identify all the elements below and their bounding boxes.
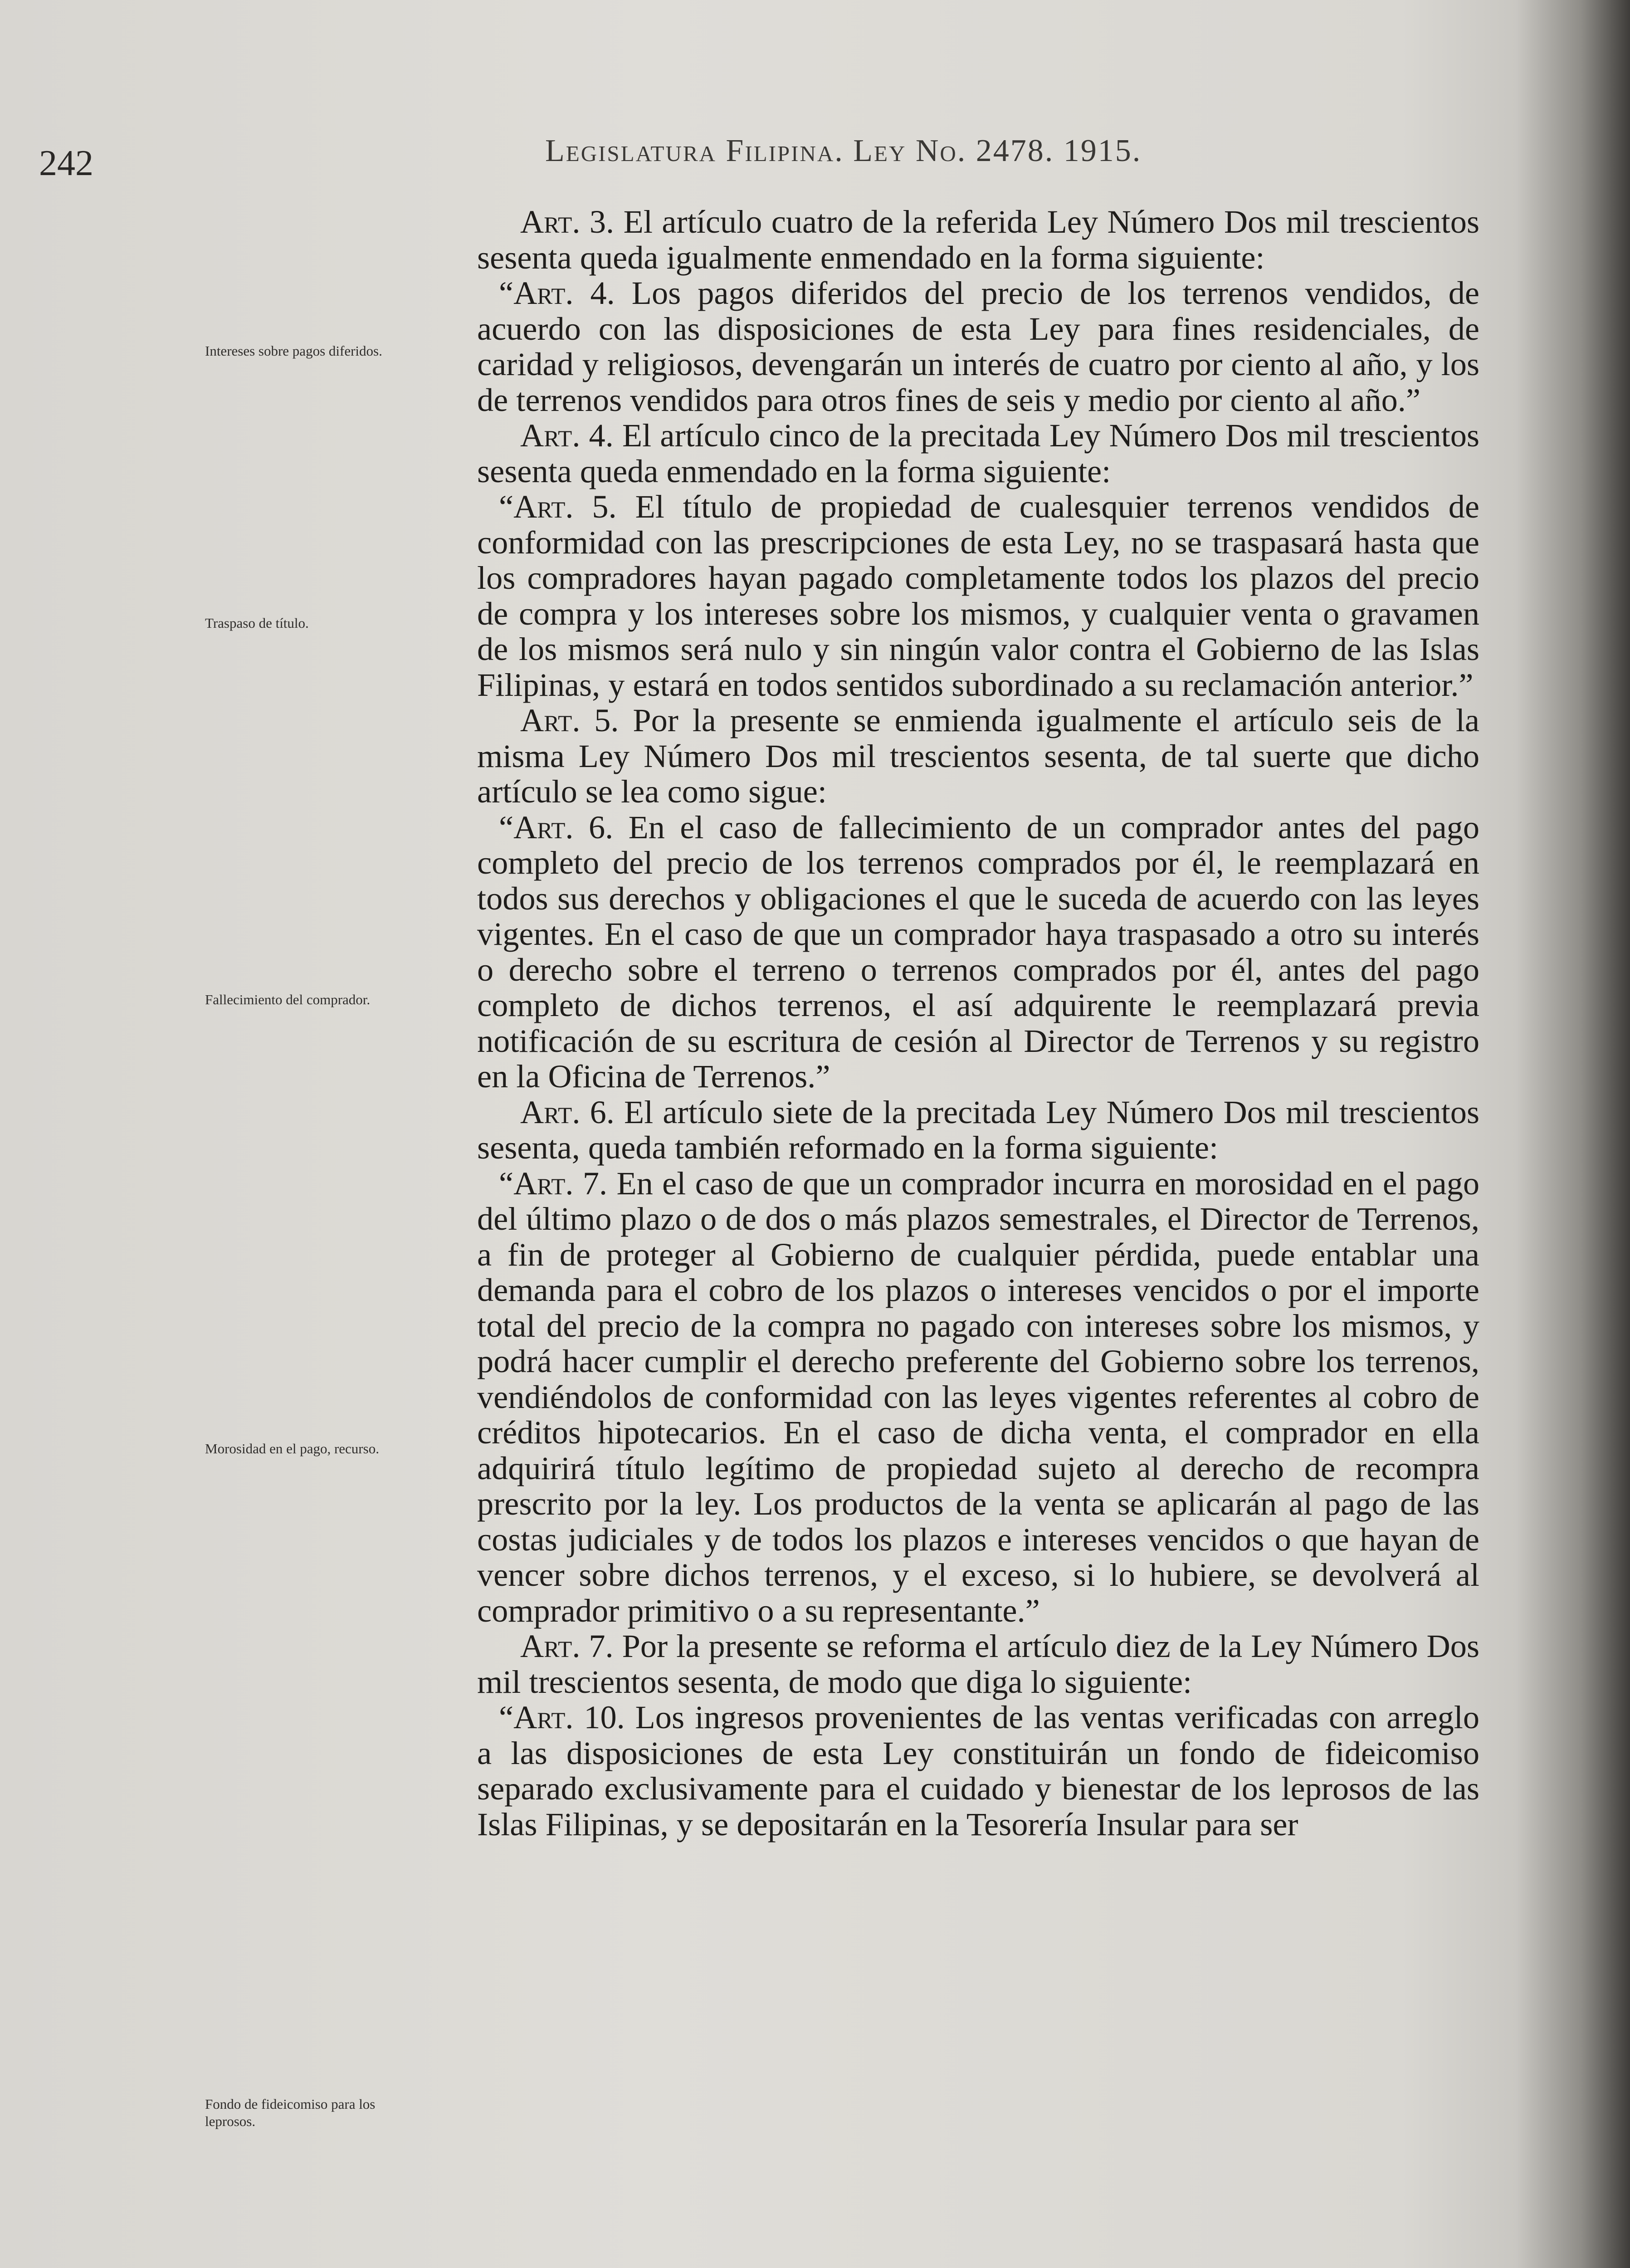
quoted-paragraph-art-5 [477, 489, 1479, 703]
margin-note-traspaso: Traspaso de título. [205, 615, 309, 631]
quoted-paragraph-art-10 [477, 1700, 1479, 1842]
margin-note-fondo: Fondo de fideicomiso para los leprosos. [205, 2096, 376, 2129]
margin-note-intereses: Intereses sobre pagos diferidos. [205, 343, 382, 359]
margin-note-morosidad: Morosidad en el pago, recurso. [205, 1441, 379, 1457]
quoted-paragraph-art-4 [477, 275, 1479, 418]
article-lead: “Art. 7. [499, 1165, 608, 1202]
article-lead: “Art. 5. [499, 489, 617, 525]
body-text [477, 204, 1479, 1842]
paragraph-art-3 [477, 204, 1479, 275]
article-lead: Art. 6. [520, 1094, 615, 1130]
article-lead: Art. 5. [520, 702, 619, 738]
article-lead: Art. 3. [520, 204, 615, 240]
paragraph-text: El artículo siete de la precitada Ley Número Dos mil trescientos sesenta, queda también reformado en la forma siguiente: [477, 1094, 1479, 1166]
paragraph-text: Los ingresos provenientes de las ventas verificadas con arreglo a las disposiciones de esta Ley constituirán un fondo de fideicomiso separado exclusivamente para el cuidado y bienestar de los leprosos de las Islas Filipinas, y se depositarán en la Tesorería Insular para ser [477, 1699, 1479, 1843]
paragraph-text: El artículo cuatro de la referida Ley Número Dos mil trescientos sesenta queda igualmente enmendado en la forma siguiente: [477, 204, 1479, 276]
paragraph-text: En el caso de que un comprador incurra en morosidad en el pago del último plazo o de dos o más plazos semestrales, el Director de Terrenos, a fin de proteger al Gobierno de cualquier pérdida, puede entablar una demanda para el cobro de los plazos o intereses vencidos o por el importe total del precio de la compra no pagado con intereses sobre los mismos, y podrá hacer cumplir el derecho preferente del Gobierno sobre los terrenos, vendiéndolos de conformidad con las leyes vigentes referentes al cobro de créditos hipotecarios. En el caso de dicha venta, el comprador en ella adquirirá título legítimo de propiedad sujeto al derecho de recompra prescrito por la ley. Los productos de la venta se aplicarán al pago de las costas judiciales y de todos los plazos e intereses vencidos o que hayan de vencer sobre dichos terrenos, y el exceso, si lo hubiere, se devolverá al comprador primitivo o a su representante.” [477, 1165, 1479, 1629]
article-lead: “Art. 4. [499, 275, 615, 311]
running-head: Legislatura Filipina. Ley No. 2478. 1915. [545, 133, 1142, 168]
article-lead: “Art. 10. [499, 1699, 625, 1735]
paragraph-text: En el caso de fallecimiento de un comprador antes del pago completo del precio de los terrenos comprados por él, le reemplazará en todos sus derechos y obligaciones el que le suceda de acuerdo con las leyes vigentes. En el caso de que un comprador haya traspasado a otro su interés o derecho sobre el terreno o terrenos comprados por él, antes del pago completo de dichos terrenos, el así adquirente le reemplazará previa notificación de su escritura de cesión al Director de Terrenos y su registro en la Oficina de Terrenos.” [477, 809, 1479, 1095]
paragraph-text: El artículo cinco de la precitada Ley Número Dos mil trescientos sesenta queda enmendado en la forma siguiente: [477, 417, 1479, 489]
page-header [0, 122, 1630, 183]
paragraph-art-4 [477, 418, 1479, 489]
paragraph-text: El título de propiedad de cualesquier terrenos vendidos de conformidad con las prescripciones de esta Ley, no se traspasará hasta que los compradores hayan pagado completamente todos los plazos del precio de compra y los intereses sobre los mismos, y cualquier venta o gravamen de los mismos será nulo y sin ningún valor contra el Gobierno de las Islas Filipinas, y estará en todos sentidos subordinado a su reclamación anterior.” [477, 489, 1479, 703]
quoted-paragraph-art-6 [477, 810, 1479, 1095]
page-number: 242 [39, 143, 93, 183]
article-lead: Art. 4. [520, 417, 614, 454]
margin-note-fallecimiento: Fallecimiento del comprador. [205, 992, 371, 1007]
paragraph-art-6 [477, 1095, 1479, 1166]
paragraph-text: Los pagos diferidos del precio de los terrenos vendidos, de acuerdo con las disposiciones de esta Ley para fines residenciales, de caridad y religiosos, devengarán un interés de cuatro por ciento al año, y los de terrenos vendidos para otros fines de seis y medio por ciento al año.” [477, 275, 1480, 418]
paragraph-text: Por la presente se enmienda igualmente el artículo seis de la misma Ley Número Dos mil trescientos sesenta, de tal suerte que dicho artículo se lea como sigue: [477, 702, 1479, 810]
article-lead: Art. 7. [520, 1628, 614, 1664]
paragraph-art-7 [477, 1628, 1479, 1700]
paragraph-art-5 [477, 703, 1479, 810]
quoted-paragraph-art-7 [477, 1166, 1479, 1629]
article-lead: “Art. 6. [499, 809, 614, 846]
paragraph-text: Por la presente se reforma el artículo diez de la Ley Número Dos mil trescientos sesenta, de modo que diga lo siguiente: [477, 1628, 1479, 1700]
